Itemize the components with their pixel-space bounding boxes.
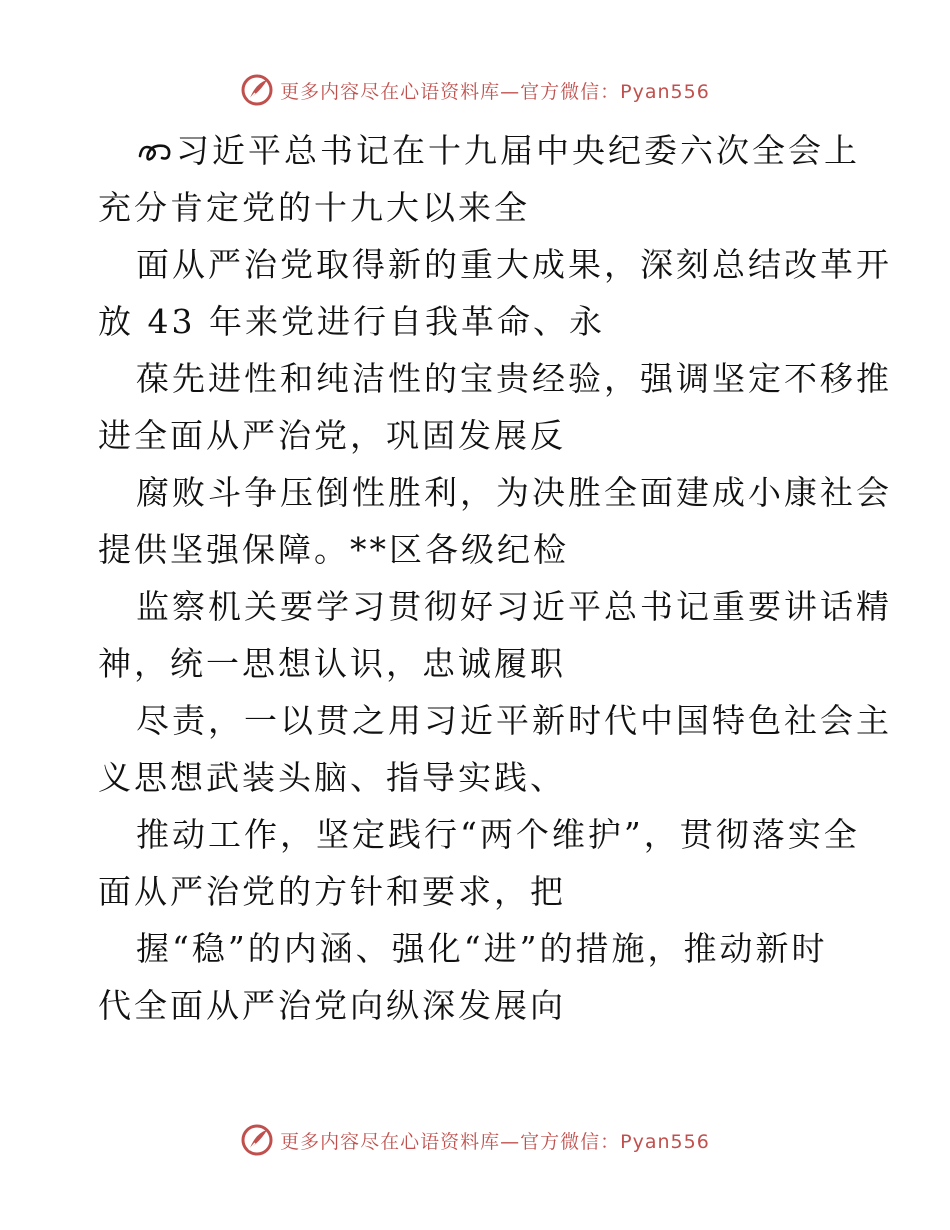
header-banner — [0, 70, 950, 110]
flourish-bullet-icon — [136, 136, 174, 166]
line-text: 习近平总书记在十九届中央纪委六次全会上 — [176, 131, 860, 170]
paragraph-line: 葆先进性和纯洁性的宝贵经验，强调坚定不移推 — [136, 359, 892, 398]
paragraph-line — [98, 122, 858, 179]
footer-banner — [0, 1120, 950, 1160]
paragraph-line: 代全面从严治党向纵深发展向 — [98, 986, 566, 1025]
paragraph-line: 握“稳”的内涵、强化“进”的措施，推动新时 — [136, 929, 828, 968]
paragraph-line: 义思想武装头脑、指导实践、 — [98, 758, 566, 797]
paragraph-line: 推动工作，坚定践行“两个维护”，贯彻落实全 — [136, 815, 860, 854]
paragraph-line: 腐败斗争压倒性胜利，为决胜全面建成小康社会 — [136, 473, 892, 512]
footer-banner-text: 更多内容尽在心语资料库—官方微信：Pyan556 — [280, 1130, 710, 1153]
paragraph-line: 面从严治党取得新的重大成果，深刻总结改革开 — [136, 245, 892, 284]
quill-logo-icon — [240, 73, 274, 107]
paragraph-line: 监察机关要学习贯彻好习近平总书记重要讲话精 — [136, 587, 892, 626]
quill-logo-icon — [240, 1123, 274, 1157]
paragraph-line: 进全面从严治党，巩固发展反 — [98, 416, 566, 455]
document-body — [98, 122, 892, 1034]
paragraph-line: 放 43 年来党进行自我革命、永 — [98, 302, 605, 341]
paragraph-line: 提供坚强保障。**区各级纪检 — [98, 530, 569, 569]
paragraph-line: 尽责，一以贯之用习近平新时代中国特色社会主 — [136, 701, 892, 740]
paragraph-line: 面从严治党的方针和要求，把 — [98, 872, 566, 911]
paragraph-line: 神，统一思想认识，忠诚履职 — [98, 644, 566, 683]
header-banner-text: 更多内容尽在心语资料库—官方微信：Pyan556 — [280, 80, 710, 103]
paragraph-line: 充分肯定党的十九大以来全 — [98, 188, 530, 227]
